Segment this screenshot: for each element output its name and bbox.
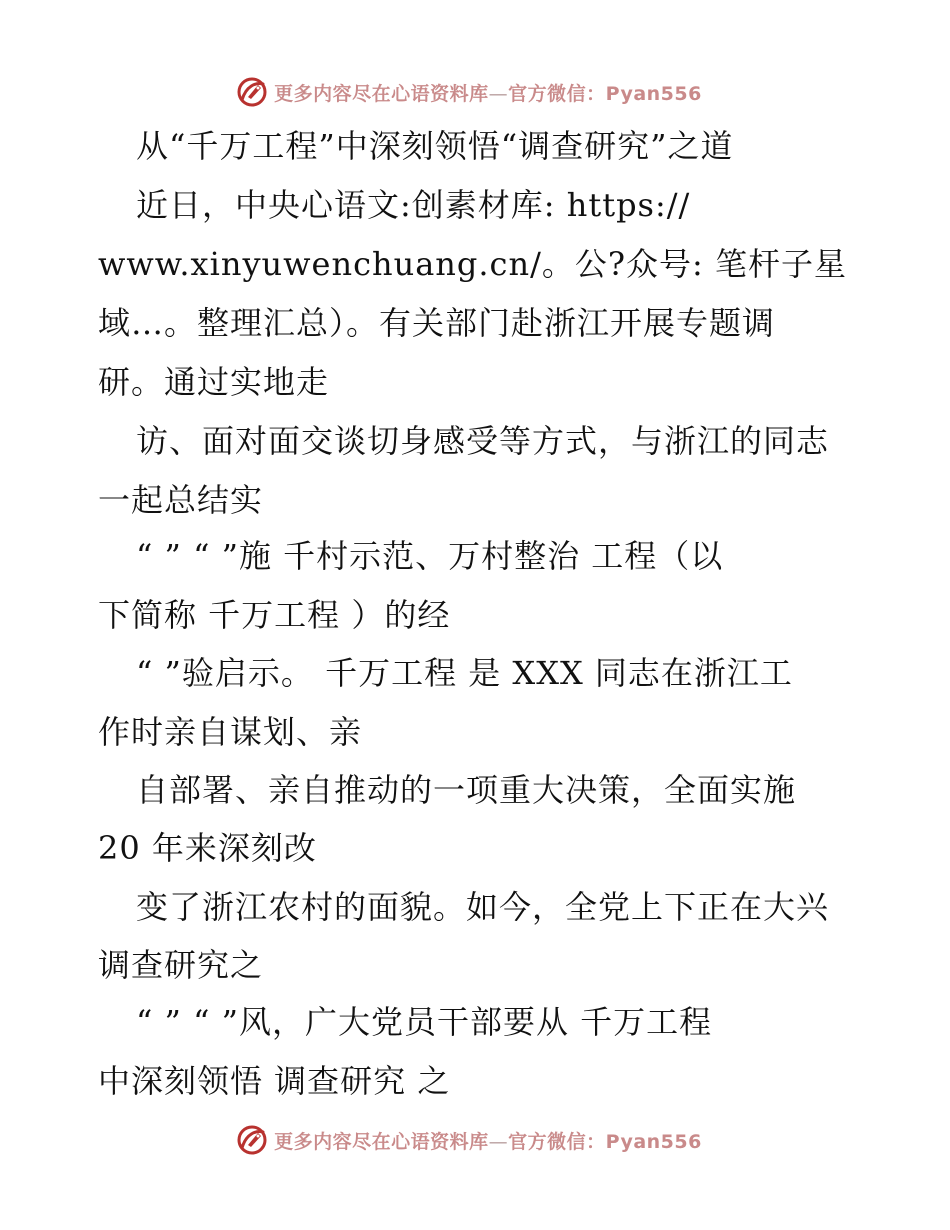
banner-text (274, 1127, 702, 1154)
header-banner (0, 72, 950, 112)
paragraph-line: 一起总结实 (98, 481, 264, 519)
paragraph-line: 访、面对面交谈切身感受等方式，与浙江的同志 (136, 422, 830, 460)
footer-banner (0, 1120, 950, 1160)
paragraph-line: 自部署、亲自推动的一项重大决策，全面实施 (136, 771, 797, 809)
paragraph-line: “ ” “ ”施 千村示范、万村整治 工程（以 (136, 537, 724, 575)
paragraph-line: “ ” “ ”风，广大党员干部要从 千万工程 (136, 1003, 713, 1041)
banner-separator: — (488, 1130, 509, 1153)
paragraph-line: 变了浙江农村的面貌。如今，全党上下正在大兴 (136, 888, 830, 926)
paragraph-line: 域…。整理汇总）。有关部门赴浙江开展专题调 (98, 304, 776, 342)
banner-promo: 更多内容尽在心语资料库 (274, 1130, 489, 1153)
banner-promo: 更多内容尽在心语资料库 (274, 82, 489, 105)
pen-nib-logo-icon (236, 1124, 268, 1156)
paragraph-line: 研。通过实地走 (98, 363, 330, 401)
paragraph-line: “ ”验启示。 千万工程 是 XXX 同志在浙江工 (136, 654, 793, 692)
paragraph-line: 20 年来深刻改 (98, 829, 317, 867)
document-title: 从“千万工程”中深刻领悟“调查研究”之道 (136, 127, 734, 165)
paragraph-line: 调查研究之 (98, 946, 264, 984)
banner-contact: 官方微信：Pyan556 (508, 1130, 702, 1153)
paragraph-line: 作时亲自谋划、亲 (98, 713, 363, 751)
paragraph-line: 下简称 千万工程 ）的经 (98, 596, 451, 634)
paragraph-line: www.xinyuwenchuang.cn/。公?众号: 笔杆子星 (98, 245, 847, 283)
banner-contact: 官方微信：Pyan556 (508, 82, 702, 105)
banner-text (274, 79, 702, 106)
banner-separator: — (488, 82, 509, 105)
paragraph-line: 中深刻领悟 调查研究 之 (98, 1062, 451, 1100)
paragraph-line: 近日，中央心语文:创素材库: https:// (136, 186, 691, 224)
pen-nib-logo-icon (236, 76, 268, 108)
